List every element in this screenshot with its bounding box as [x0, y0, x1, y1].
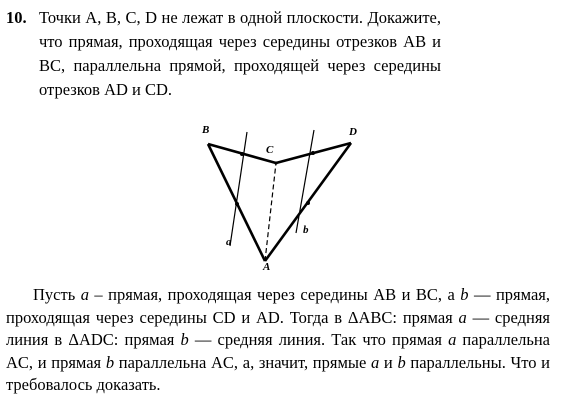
- solution-text: [6, 284, 550, 397]
- line-b-ref: b: [460, 285, 469, 304]
- midpoint-cd: [311, 151, 315, 155]
- line-b-ref: b: [397, 352, 406, 372]
- midpoint-ab: [235, 202, 239, 206]
- solution-segment: — средняя линия. Так что прямая: [188, 330, 449, 349]
- problem-text: Точки A, B, C, D не лежат в одной плоскости. Докажите, что прямая, проходящая через середины отрезков AB и BC, параллельна прямой, проходящей через середины отрезков AD и CD.: [39, 8, 441, 99]
- label-line-a: a: [226, 236, 232, 248]
- geometry-figure: [190, 118, 370, 278]
- solution-paragraph: [6, 284, 550, 397]
- line-a-ref: a: [80, 285, 89, 304]
- solution-segment: Пусть: [33, 285, 81, 304]
- label-b: B: [202, 124, 210, 136]
- midpoint-bc: [240, 152, 244, 156]
- line-b-ref: b: [105, 352, 115, 372]
- point-c: [274, 161, 277, 164]
- solution-segment: параллельна AC, и прямая: [6, 330, 551, 372]
- line-b-ref: b: [180, 330, 189, 349]
- problem-number: 10.: [6, 8, 27, 27]
- solution-segment: параллельна AC, а, значит, прямые: [114, 352, 371, 372]
- line-b: [296, 130, 314, 233]
- solution-segment: — прямая, проходящая через середины CD и AD. Тогда в ΔABC: прямая: [6, 285, 550, 327]
- tetrahedron-diagram: [190, 118, 370, 278]
- solution-segment: параллельны. Что и требовалось доказать.: [6, 352, 550, 394]
- label-a-vertex: A: [263, 261, 271, 273]
- solution-segment: и: [379, 352, 398, 372]
- label-c: C: [266, 144, 274, 156]
- line-a-ref: a: [370, 352, 380, 372]
- solution-segment: — средняя линия в ΔADC: прямая: [6, 307, 550, 349]
- line-a-ref: a: [448, 330, 457, 349]
- line-a: [230, 132, 247, 246]
- solution-segment: – прямая, проходящая через середины AB и BC, а: [88, 285, 461, 304]
- line-a-ref: a: [458, 307, 467, 327]
- problem-statement: [6, 6, 546, 102]
- label-line-b: b: [303, 224, 309, 236]
- midpoint-ad: [306, 201, 310, 205]
- label-d: D: [349, 126, 357, 138]
